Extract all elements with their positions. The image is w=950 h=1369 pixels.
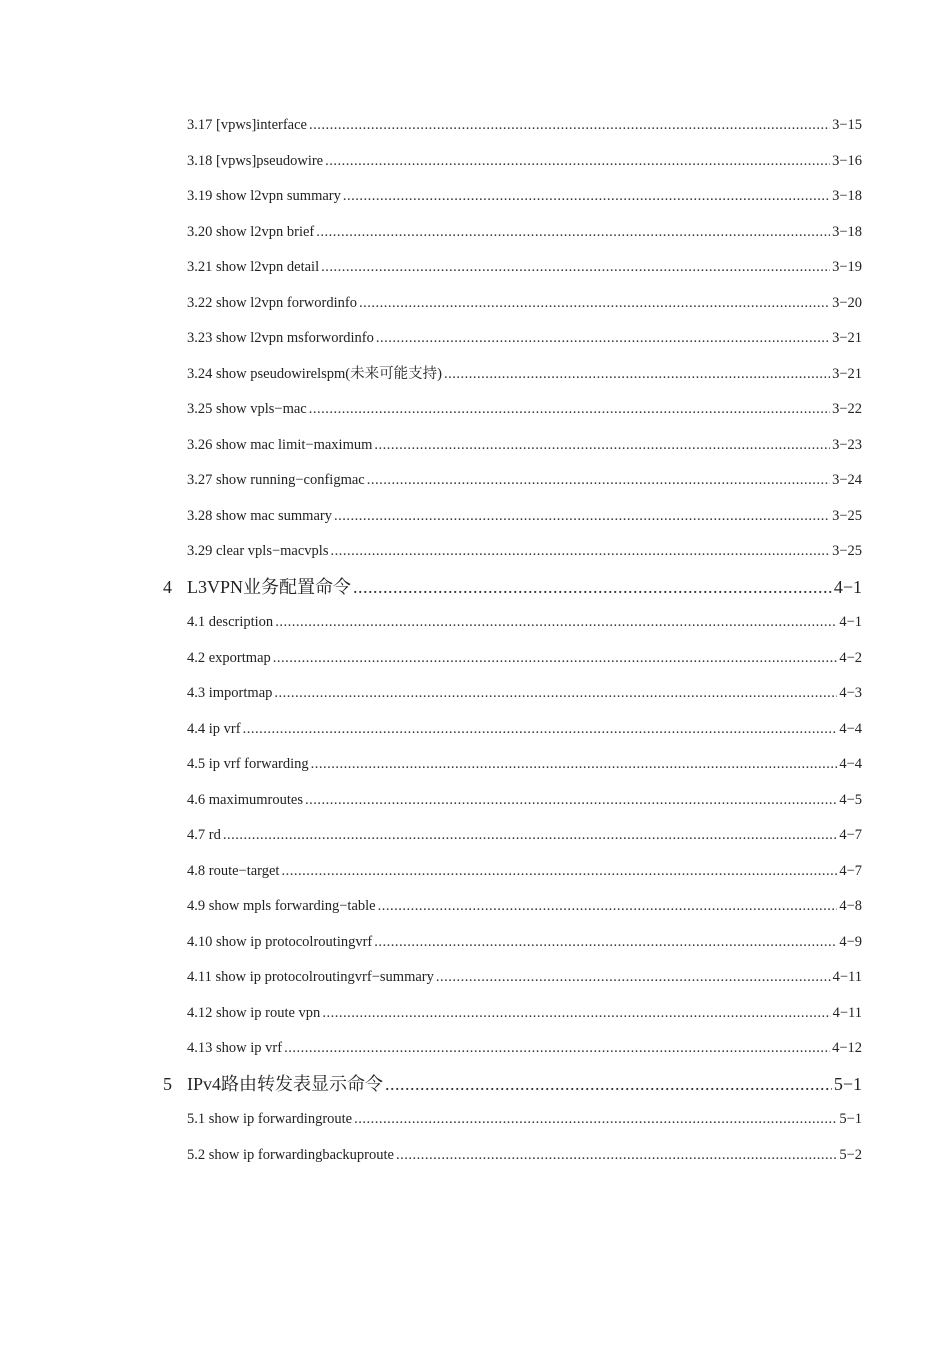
toc-section-entry[interactable] <box>0 747 950 783</box>
table-of-contents <box>0 108 950 1173</box>
dot-leader <box>353 570 832 606</box>
toc-section-entry[interactable] <box>0 321 950 357</box>
toc-page-number: 4−11 <box>832 1004 862 1021</box>
dot-leader <box>359 286 830 322</box>
dot-leader <box>374 428 830 464</box>
toc-entry-title: 4.9 show mpls forwarding−table <box>187 898 376 914</box>
toc-section-entry[interactable] <box>0 215 950 251</box>
toc-entry-title: IPv4路由转发表显示命令 <box>187 1073 384 1094</box>
dot-leader <box>378 889 838 925</box>
chapter-number: 4 <box>163 576 172 597</box>
toc-page-number: 3−15 <box>832 117 862 133</box>
toc-entry-title: 3.23 show l2vpn msforwordinfo <box>187 330 374 346</box>
toc-page-number: 4−5 <box>839 791 862 808</box>
dot-leader <box>284 1031 830 1067</box>
toc-page-number: 3−23 <box>832 436 862 453</box>
dot-leader <box>385 1067 832 1103</box>
toc-section-entry[interactable] <box>0 428 950 464</box>
toc-page-number: 4−3 <box>839 685 862 701</box>
toc-entry-title: 3.28 show mac summary <box>187 507 332 524</box>
toc-section-entry[interactable] <box>0 960 950 996</box>
toc-page-number: 4−1 <box>833 576 862 597</box>
dot-leader <box>223 818 837 854</box>
dot-leader <box>436 960 831 996</box>
dot-leader <box>343 179 830 215</box>
toc-entry-title: 3.24 show pseudowirelspm(未来可能支持) <box>187 365 442 382</box>
toc-section-entry[interactable] <box>0 641 950 677</box>
toc-entry-title: 3.29 clear vpls−macvpls <box>187 543 329 559</box>
toc-entry-title: 4.4 ip vrf <box>187 720 241 737</box>
dot-leader <box>275 605 837 641</box>
toc-entry-title: 3.17 [vpws]interface <box>187 117 307 133</box>
toc-section-entry[interactable] <box>0 925 950 961</box>
dot-leader <box>334 499 830 535</box>
toc-page-number: 4−1 <box>839 614 862 630</box>
toc-page-number: 3−25 <box>832 543 862 559</box>
toc-section-entry[interactable] <box>0 818 950 854</box>
dot-leader <box>374 925 837 961</box>
toc-page-number: 3−19 <box>832 259 862 275</box>
toc-section-entry[interactable] <box>0 108 950 144</box>
toc-entry-title: 3.26 show mac limit−maximum <box>187 436 373 453</box>
dot-leader <box>281 854 837 890</box>
toc-section-entry[interactable] <box>0 250 950 286</box>
toc-section-entry[interactable] <box>0 676 950 712</box>
dot-leader <box>243 712 838 748</box>
toc-page-number: 3−24 <box>832 472 862 488</box>
toc-entry-title: 3.22 show l2vpn forwordinfo <box>187 294 357 311</box>
toc-page-number: 4−11 <box>832 969 862 985</box>
toc-section-entry[interactable] <box>0 1031 950 1067</box>
toc-page-number: 4−7 <box>839 827 862 843</box>
toc-section-entry[interactable] <box>0 499 950 535</box>
toc-entry-title: 3.25 show vpls−mac <box>187 401 307 417</box>
dot-leader <box>311 747 838 783</box>
dot-leader <box>322 996 830 1032</box>
toc-page-number: 3−22 <box>832 401 862 417</box>
toc-page-number: 5−2 <box>839 1146 862 1163</box>
toc-chapter-entry[interactable] <box>0 1067 950 1103</box>
toc-section-entry[interactable] <box>0 1102 950 1138</box>
toc-entry-title: 3.19 show l2vpn summary <box>187 188 341 204</box>
toc-page-number: 4−7 <box>839 862 862 879</box>
toc-entry-title: 4.3 importmap <box>187 685 273 701</box>
dot-leader <box>396 1138 837 1174</box>
toc-page-number: 4−4 <box>839 756 862 772</box>
toc-page-number: 4−8 <box>839 898 862 914</box>
toc-page-number: 5−1 <box>839 1111 862 1127</box>
toc-section-entry[interactable] <box>0 534 950 570</box>
toc-page-number: 3−18 <box>832 188 862 204</box>
toc-entry-title: 5.2 show ip forwardingbackuproute <box>187 1146 394 1163</box>
toc-entry-title: 3.27 show running−configmac <box>187 472 365 488</box>
toc-entry-title: 4.10 show ip protocolroutingvrf <box>187 933 373 950</box>
toc-section-entry[interactable] <box>0 463 950 499</box>
dot-leader <box>444 357 830 393</box>
toc-section-entry[interactable] <box>0 286 950 322</box>
toc-section-entry[interactable] <box>0 144 950 180</box>
toc-entry-title: 4.8 route−target <box>187 862 280 879</box>
dot-leader <box>273 641 838 677</box>
toc-section-entry[interactable] <box>0 889 950 925</box>
toc-section-entry[interactable] <box>0 783 950 819</box>
dot-leader <box>316 215 830 251</box>
toc-page-number: 3−20 <box>832 294 862 311</box>
toc-page-number: 4−4 <box>839 720 862 737</box>
toc-entry-title: 3.20 show l2vpn brief <box>187 223 315 240</box>
toc-page-number: 5−1 <box>833 1073 862 1094</box>
toc-entry-title: 4.12 show ip route vpn <box>187 1004 321 1021</box>
toc-section-entry[interactable] <box>0 712 950 748</box>
toc-page-number: 3−16 <box>832 152 862 169</box>
toc-entry-title: 3.21 show l2vpn detail <box>187 259 320 275</box>
toc-entry-title: 3.18 [vpws]pseudowire <box>187 152 324 169</box>
toc-section-entry[interactable] <box>0 1138 950 1174</box>
toc-entry-title: 4.1 description <box>187 614 274 630</box>
toc-page-number: 3−18 <box>832 223 862 240</box>
toc-page-number: 3−25 <box>832 507 862 524</box>
dot-leader <box>367 463 830 499</box>
dot-leader <box>325 144 830 180</box>
toc-entry-title: 4.11 show ip protocolroutingvrf−summary <box>187 969 434 985</box>
toc-page-number: 3−21 <box>832 330 862 346</box>
toc-section-entry[interactable] <box>0 357 950 393</box>
dot-leader <box>309 108 830 144</box>
toc-section-entry[interactable] <box>0 605 950 641</box>
dot-leader <box>321 250 830 286</box>
toc-page-number: 3−21 <box>832 365 862 382</box>
toc-chapter-entry[interactable] <box>0 570 950 606</box>
toc-entry-title: 4.2 exportmap <box>187 649 271 666</box>
dot-leader <box>305 783 837 819</box>
toc-entry-title: 4.7 rd <box>187 827 221 843</box>
toc-section-entry[interactable] <box>0 996 950 1032</box>
toc-section-entry[interactable] <box>0 392 950 428</box>
toc-entry-title: L3VPN业务配置命令 <box>187 576 352 597</box>
dot-leader <box>309 392 830 428</box>
dot-leader <box>274 676 837 712</box>
chapter-number: 5 <box>163 1073 172 1094</box>
toc-entry-title: 4.6 maximumroutes <box>187 791 303 808</box>
dot-leader <box>330 534 830 570</box>
toc-entry-title: 4.5 ip vrf forwarding <box>187 756 309 772</box>
toc-entry-title: 4.13 show ip vrf <box>187 1040 283 1056</box>
toc-page-number: 4−12 <box>832 1040 862 1056</box>
toc-section-entry[interactable] <box>0 854 950 890</box>
toc-page-number: 4−9 <box>839 933 862 950</box>
toc-entry-title: 5.1 show ip forwardingroute <box>187 1111 353 1127</box>
toc-page-number: 4−2 <box>839 649 862 666</box>
toc-section-entry[interactable] <box>0 179 950 215</box>
dot-leader <box>354 1102 837 1138</box>
dot-leader <box>376 321 830 357</box>
